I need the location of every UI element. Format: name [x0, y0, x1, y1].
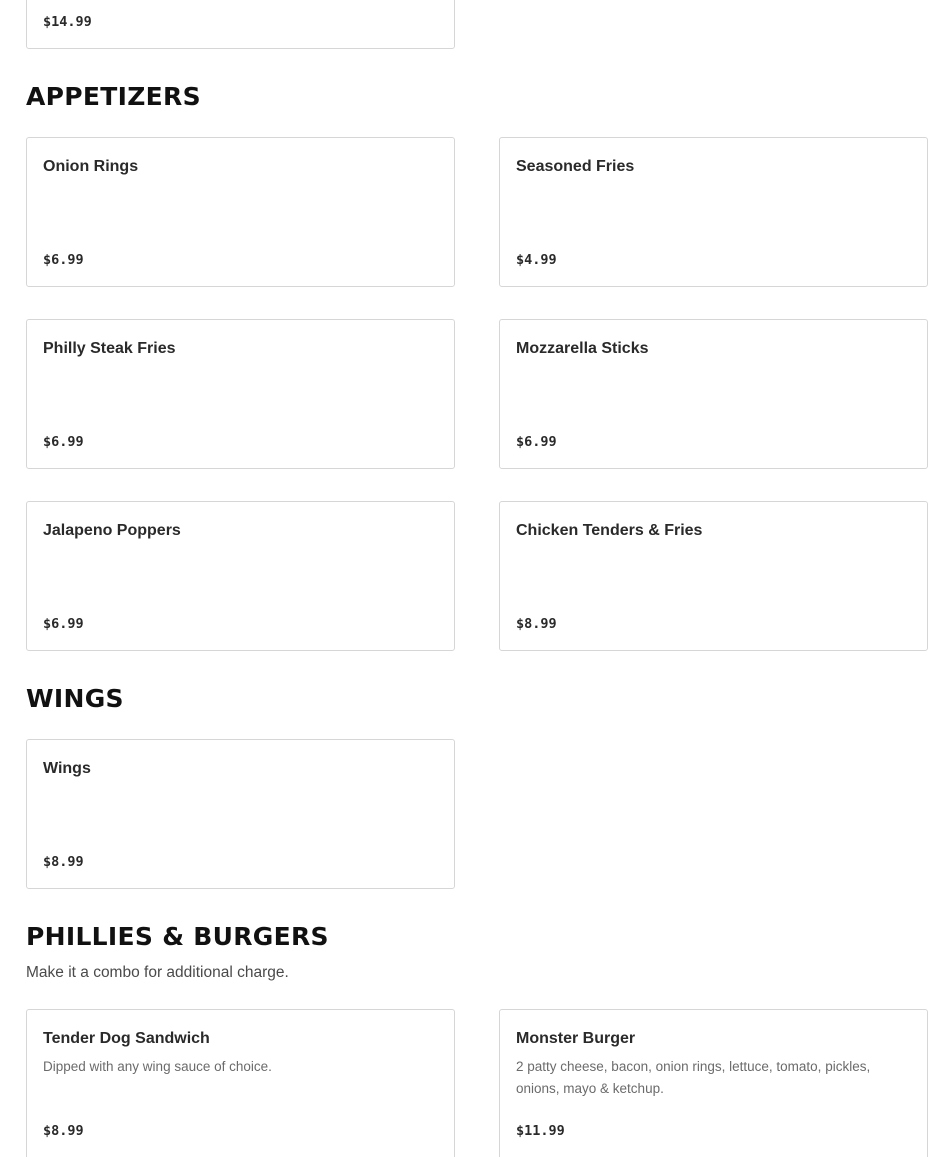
item-name: Onion Rings [43, 158, 139, 175]
item-name: Philly Steak Fries [43, 340, 176, 357]
item-name: Jalapeno Poppers [43, 522, 181, 539]
item-description: 2 patty cheese, bacon, onion rings, lettuce, tomato, pickles, onions, mayo & ketchup. [516, 1059, 871, 1096]
item-price: $8.99 [43, 1123, 84, 1139]
item-price: $4.99 [516, 252, 557, 268]
item-name: Chicken Tenders & Fries [516, 522, 703, 539]
menu-item-jalapeno-poppers[interactable] [26, 501, 455, 651]
section-title-phillies-burgers: PHILLIES & BURGERS [26, 922, 329, 951]
item-price: $6.99 [43, 616, 84, 632]
menu-item-monster-burger[interactable] [499, 1009, 928, 1157]
item-price: $8.99 [43, 854, 84, 870]
section-title-appetizers: APPETIZERS [26, 82, 201, 111]
item-name: Tender Dog Sandwich [43, 1030, 210, 1047]
menu-item-philly-steak-fries[interactable] [26, 319, 455, 469]
section-note: Make it a combo for additional charge. [26, 964, 289, 981]
item-name: Mozzarella Sticks [516, 340, 649, 357]
item-price: $6.99 [516, 434, 557, 450]
item-description: Dipped with any wing sauce of choice. [43, 1059, 272, 1074]
menu-item-wings[interactable] [26, 739, 455, 889]
menu-item-chicken-tenders-fries[interactable] [499, 501, 928, 651]
menu-item-seasoned-fries[interactable] [499, 137, 928, 287]
item-name: Wings [43, 760, 91, 777]
menu-item-tender-dog-sandwich[interactable] [26, 1009, 455, 1157]
item-price: $6.99 [43, 434, 84, 450]
item-price: $14.99 [43, 14, 92, 30]
menu-item-mozzarella-sticks[interactable] [499, 319, 928, 469]
item-name: Monster Burger [516, 1030, 636, 1047]
item-name: Seasoned Fries [516, 158, 635, 175]
menu-item-card[interactable] [26, 0, 455, 49]
item-price: $11.99 [516, 1123, 565, 1139]
menu-item-onion-rings[interactable] [26, 137, 455, 287]
item-price: $6.99 [43, 252, 84, 268]
item-price: $8.99 [516, 616, 557, 632]
section-title-wings: WINGS [26, 684, 124, 713]
